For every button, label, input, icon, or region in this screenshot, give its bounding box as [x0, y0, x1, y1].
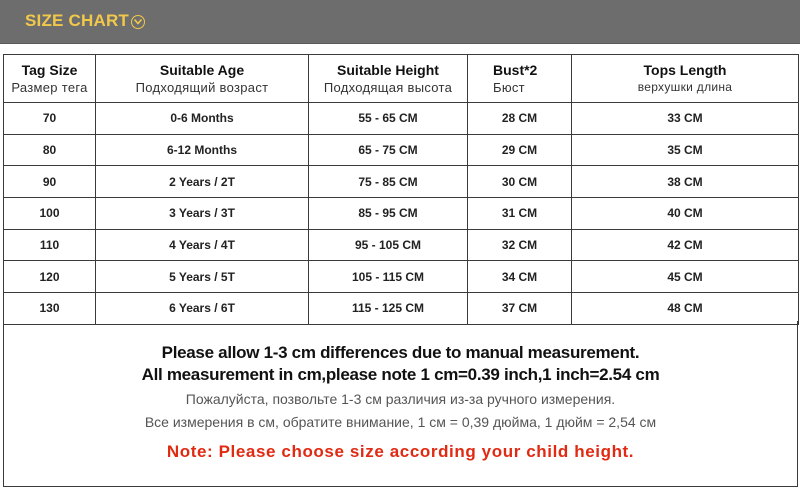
size-chart-banner — [0, 0, 800, 44]
header-label-ru: Бюст — [493, 79, 525, 95]
cell-tops-length: 38 CM — [572, 166, 799, 198]
table-row — [4, 103, 799, 135]
cell-bust: 37 CM — [468, 293, 572, 325]
header-label-ru: верхушки длина — [637, 79, 733, 94]
header-label-ru: Подходящая высота — [323, 79, 453, 95]
table-header-row — [4, 55, 799, 103]
cell-age: 5 Years / 5T — [96, 261, 309, 293]
cell-tag-size: 90 — [4, 166, 96, 198]
header-label: Suitable Age — [159, 61, 245, 78]
cell-tops-length: 33 CM — [572, 103, 799, 135]
header-suitable-height — [309, 55, 468, 103]
cell-height: 65 - 75 CM — [309, 134, 468, 166]
banner-title: SIZE CHART — [25, 11, 129, 30]
cell-tag-size: 120 — [4, 261, 96, 293]
cell-age: 3 Years / 3T — [96, 198, 309, 230]
measurement-notes — [3, 321, 798, 487]
note-conversion-ru: Все измерения в см, обратите внимание, 1 см = 0,39 дюйма, 1 дюйм = 2,54 см — [144, 414, 657, 430]
header-label-ru: Размер тега — [11, 79, 88, 95]
note-tolerance-en: Please allow 1-3 cm differences due to manual measurement. — [161, 343, 640, 362]
header-label-ru: Подходящий возраст — [135, 79, 269, 95]
table-row — [4, 198, 799, 230]
cell-height: 85 - 95 CM — [309, 198, 468, 230]
cell-bust: 29 CM — [468, 134, 572, 166]
cell-tops-length: 48 CM — [572, 293, 799, 325]
header-tag-size — [4, 55, 96, 103]
cell-bust: 31 CM — [468, 198, 572, 230]
cell-bust: 34 CM — [468, 261, 572, 293]
header-tops-length — [572, 55, 799, 103]
note-choose-size: Note: Please choose size according your child height. — [166, 442, 635, 461]
cell-height: 95 - 105 CM — [309, 229, 468, 261]
cell-height: 105 - 115 CM — [309, 261, 468, 293]
cell-tops-length: 45 CM — [572, 261, 799, 293]
note-conversion-en: All measurement in cm,please note 1 cm=0.39 inch,1 inch=2.54 cm — [141, 365, 660, 384]
note-tolerance-ru: Пожалуйста, позвольте 1-3 см различия из-за ручного измерения. — [185, 391, 616, 407]
cell-height: 75 - 85 CM — [309, 166, 468, 198]
table-row — [4, 293, 799, 325]
header-label: Suitable Height — [337, 61, 439, 78]
table-row — [4, 166, 799, 198]
header-label: Tops Length — [643, 61, 727, 78]
cell-tag-size: 110 — [4, 229, 96, 261]
cell-age: 0-6 Months — [96, 103, 309, 135]
header-bust — [468, 55, 572, 103]
cell-bust: 28 CM — [468, 103, 572, 135]
table-row — [4, 134, 799, 166]
cell-age: 4 Years / 4T — [96, 229, 309, 261]
table-row — [4, 261, 799, 293]
chevron-down-circle-icon[interactable] — [131, 15, 145, 29]
cell-age: 6 Years / 6T — [96, 293, 309, 325]
header-label: Tag Size — [21, 61, 78, 78]
header-label: Bust*2 — [493, 61, 538, 78]
cell-tag-size: 100 — [4, 198, 96, 230]
cell-tag-size: 130 — [4, 293, 96, 325]
cell-tag-size: 70 — [4, 103, 96, 135]
cell-age: 2 Years / 2T — [96, 166, 309, 198]
cell-height: 55 - 65 CM — [309, 103, 468, 135]
cell-tops-length: 40 CM — [572, 198, 799, 230]
cell-tops-length: 42 CM — [572, 229, 799, 261]
cell-height: 115 - 125 CM — [309, 293, 468, 325]
cell-bust: 30 CM — [468, 166, 572, 198]
header-suitable-age — [96, 55, 309, 103]
cell-bust: 32 CM — [468, 229, 572, 261]
cell-tops-length: 35 CM — [572, 134, 799, 166]
size-chart-table — [3, 54, 799, 325]
cell-age: 6-12 Months — [96, 134, 309, 166]
table-row — [4, 229, 799, 261]
cell-tag-size: 80 — [4, 134, 96, 166]
